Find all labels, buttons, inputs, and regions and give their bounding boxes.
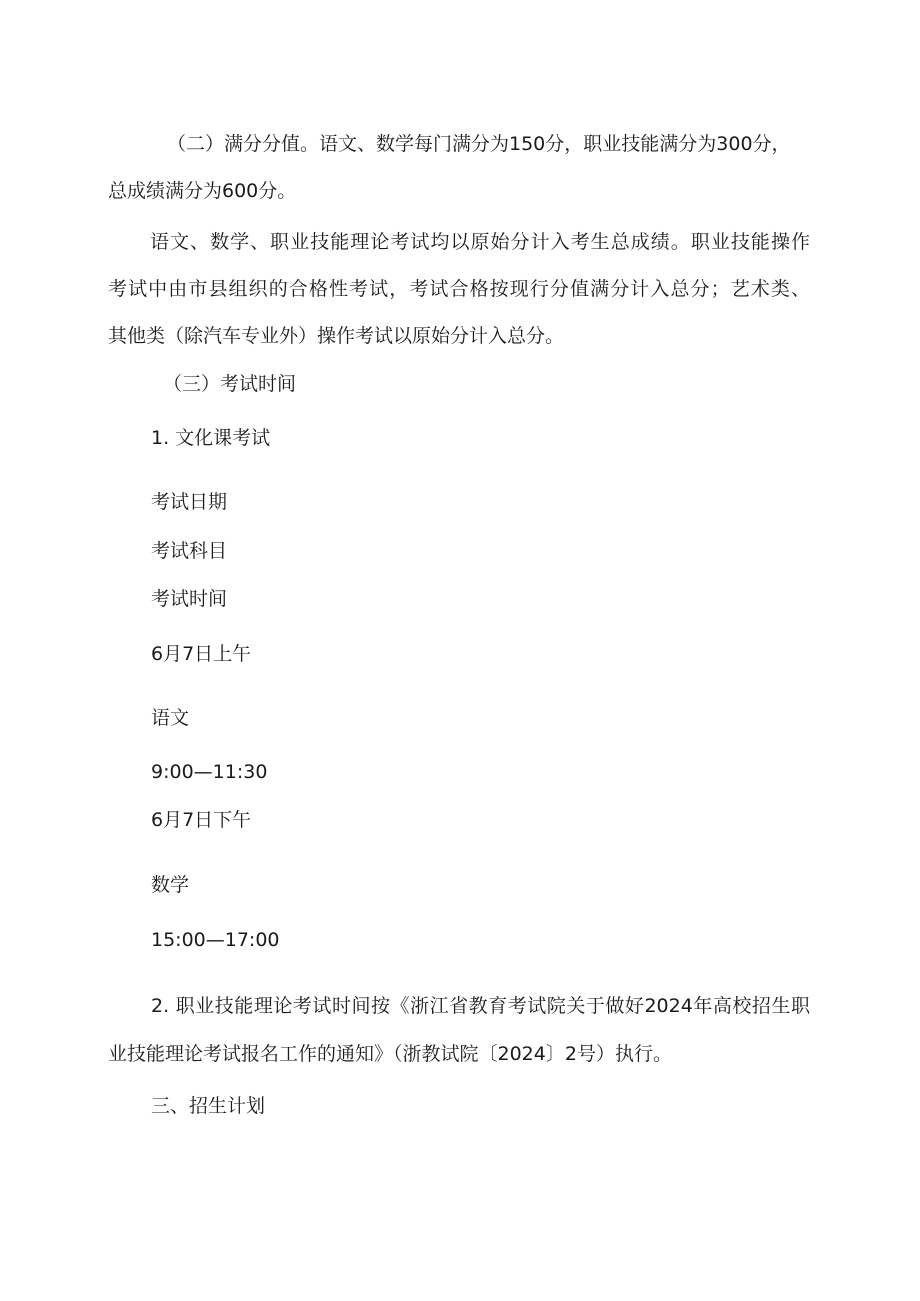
section-heading-3: 三、招生计划 [151, 1095, 266, 1117]
table-header-subject: 考试科目 [151, 540, 228, 562]
table-row-1-date: 6月7日上午 [151, 643, 252, 665]
scoring-note-line-1: 语文、数学、职业技能理论考试均以原始分计入考生总成绩。职业技能操作 [150, 231, 810, 253]
section-3-heading: （三）考试时间 [163, 373, 297, 395]
table-row-2-subject: 数学 [151, 874, 190, 896]
section-2-line-2: 总成绩满分为600分。 [108, 180, 297, 202]
table-row-2-date: 6月7日下午 [151, 809, 252, 831]
table-header-date: 考试日期 [151, 491, 228, 513]
scoring-note-line-2: 考试中由市县组织的合格性考试，考试合格按现行分值满分计入总分；艺术类、 [108, 278, 810, 300]
table-row-1-time: 9:00—11:30 [151, 761, 268, 783]
table-row-2-time: 15:00—17:00 [151, 929, 280, 951]
item-2-line-2: 业技能理论考试报名工作的通知》（浙教试院〔2024〕2号）执行。 [108, 1043, 672, 1065]
item-2-line-1: 2. 职业技能理论考试时间按《浙江省教育考试院关于做好2024年高校招生职 [151, 995, 810, 1017]
table-header-time: 考试时间 [151, 588, 228, 610]
section-2-line-1: （二）满分分值。语文、数学每门满分为150分，职业技能满分为300分， [167, 133, 791, 155]
table-row-1-subject: 语文 [151, 707, 190, 729]
item-1-heading: 1. 文化课考试 [151, 427, 271, 449]
scoring-note-line-3: 其他类（除汽车专业外）操作考试以原始分计入总分。 [108, 325, 565, 347]
